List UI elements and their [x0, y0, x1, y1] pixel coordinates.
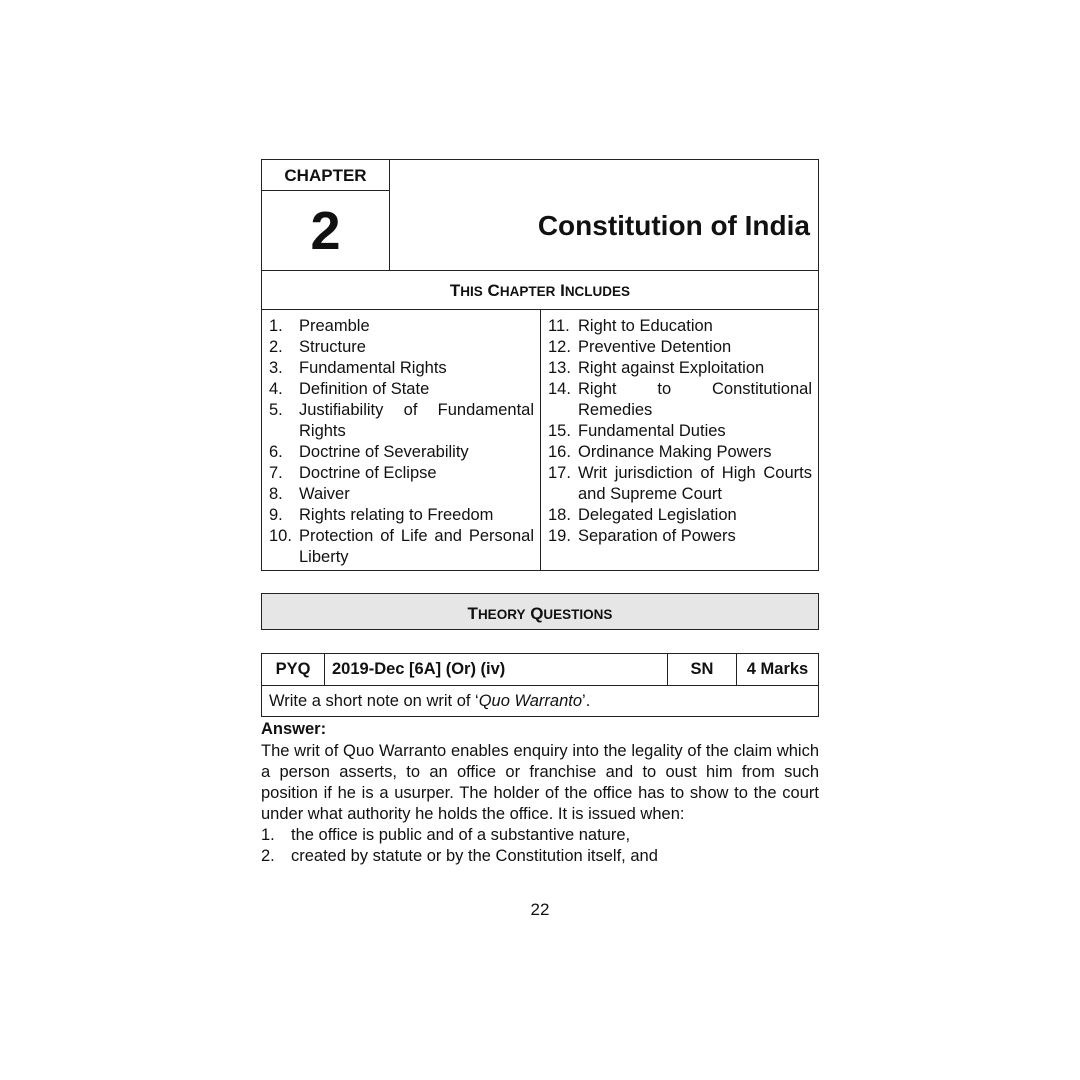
item-text: Structure	[299, 338, 366, 356]
pyq-tag: PYQ	[262, 654, 325, 685]
list-item	[269, 463, 534, 484]
list-item	[548, 505, 812, 526]
pyq-marks: 4 Marks	[746, 660, 809, 678]
list-item	[269, 505, 534, 526]
item-text: Waiver	[299, 485, 350, 503]
item-text: Right to Constitutional Remedies	[578, 380, 812, 419]
pyq-reference: 2019-Dec [6A] (Or) (iv)	[325, 654, 668, 685]
list-item	[269, 337, 534, 358]
item-number: 1.	[261, 826, 275, 844]
list-item	[548, 337, 812, 358]
includes-heading: THIS CHAPTER INCLUDES	[261, 271, 819, 310]
list-item	[269, 400, 534, 442]
list-item	[261, 846, 819, 867]
item-number: 6.	[269, 443, 283, 461]
document-page	[261, 159, 819, 867]
page-number: 22	[530, 900, 550, 919]
item-number: 7.	[269, 464, 283, 482]
chapter-header	[261, 159, 819, 271]
theory-questions-heading: THEORY QUESTIONS	[261, 593, 819, 630]
item-text: Ordinance Making Powers	[578, 443, 772, 461]
item-number: 2.	[269, 338, 283, 356]
list-item	[548, 463, 812, 505]
item-number: 4.	[269, 380, 283, 398]
item-number: 16.	[548, 443, 571, 461]
item-number: 15.	[548, 422, 571, 440]
item-text: Fundamental Rights	[299, 359, 447, 377]
item-number: 3.	[269, 359, 283, 377]
includes-list	[261, 310, 819, 571]
answer-label: Answer:	[261, 720, 327, 738]
item-text: Preventive Detention	[578, 338, 732, 356]
item-text: Separation of Powers	[578, 527, 736, 545]
item-number: 19.	[548, 527, 571, 545]
includes-left-column	[262, 310, 540, 570]
item-text: Right against Exploitation	[578, 359, 765, 377]
item-text: Right to Education	[578, 317, 713, 335]
list-item	[548, 358, 812, 379]
list-item	[269, 526, 534, 568]
item-text: the office is public and of a substantive nature,	[291, 826, 631, 844]
list-item	[269, 316, 534, 337]
item-number: 11.	[548, 317, 570, 335]
pyq-question: Write a short note on writ of ‘Quo Warranto’.	[269, 692, 591, 710]
list-item	[261, 825, 819, 846]
item-number: 9.	[269, 506, 283, 524]
item-text: Preamble	[299, 317, 370, 335]
item-text: Definition of State	[299, 380, 430, 398]
pyq-table	[261, 653, 819, 717]
pyq-header-row	[262, 654, 818, 686]
item-text: Rights relating to Freedom	[299, 506, 494, 524]
list-item	[269, 442, 534, 463]
chapter-title: Constitution of India	[537, 210, 810, 241]
item-number: 5.	[269, 401, 283, 419]
list-item	[269, 379, 534, 400]
list-item	[548, 379, 812, 421]
list-item	[548, 316, 812, 337]
item-number: 8.	[269, 485, 283, 503]
list-item	[548, 421, 812, 442]
item-number: 12.	[548, 338, 571, 356]
item-text: Writ jurisdiction of High Courts and Supreme Court	[578, 464, 812, 503]
item-number: 1.	[269, 317, 283, 335]
chapter-label: CHAPTER	[262, 160, 389, 191]
chapter-number-block	[262, 160, 390, 270]
list-item	[548, 526, 812, 547]
answer-points	[261, 825, 819, 867]
item-number: 18.	[548, 506, 571, 524]
item-number: 10.	[269, 527, 292, 545]
list-item	[269, 358, 534, 379]
item-number: 17.	[548, 464, 571, 482]
item-number: 14.	[548, 380, 571, 398]
item-text: Protection of Life and Personal Liberty	[299, 527, 534, 566]
includes-right-column	[540, 310, 818, 570]
item-text: Doctrine of Severability	[299, 443, 469, 461]
list-item	[269, 484, 534, 505]
item-text: created by statute or by the Constitution itself, and	[291, 847, 658, 865]
pyq-type: SN	[668, 654, 737, 685]
item-text: Fundamental Duties	[578, 422, 726, 440]
chapter-number: 2	[310, 201, 341, 261]
item-number: 2.	[261, 847, 275, 865]
list-item	[548, 442, 812, 463]
item-text: Doctrine of Eclipse	[299, 464, 437, 482]
answer-paragraph: The writ of Quo Warranto enables enquiry into the legality of the claim which a person asserts, to an office or franchise and to oust him from such position if he is a usurper. The holder of the office has to show to the court under what authority he holds the office. It is issued when:	[261, 742, 819, 823]
item-text: Delegated Legislation	[578, 506, 737, 524]
item-text: Justifiability of Fundamental Rights	[299, 401, 534, 440]
item-number: 13.	[548, 359, 571, 377]
